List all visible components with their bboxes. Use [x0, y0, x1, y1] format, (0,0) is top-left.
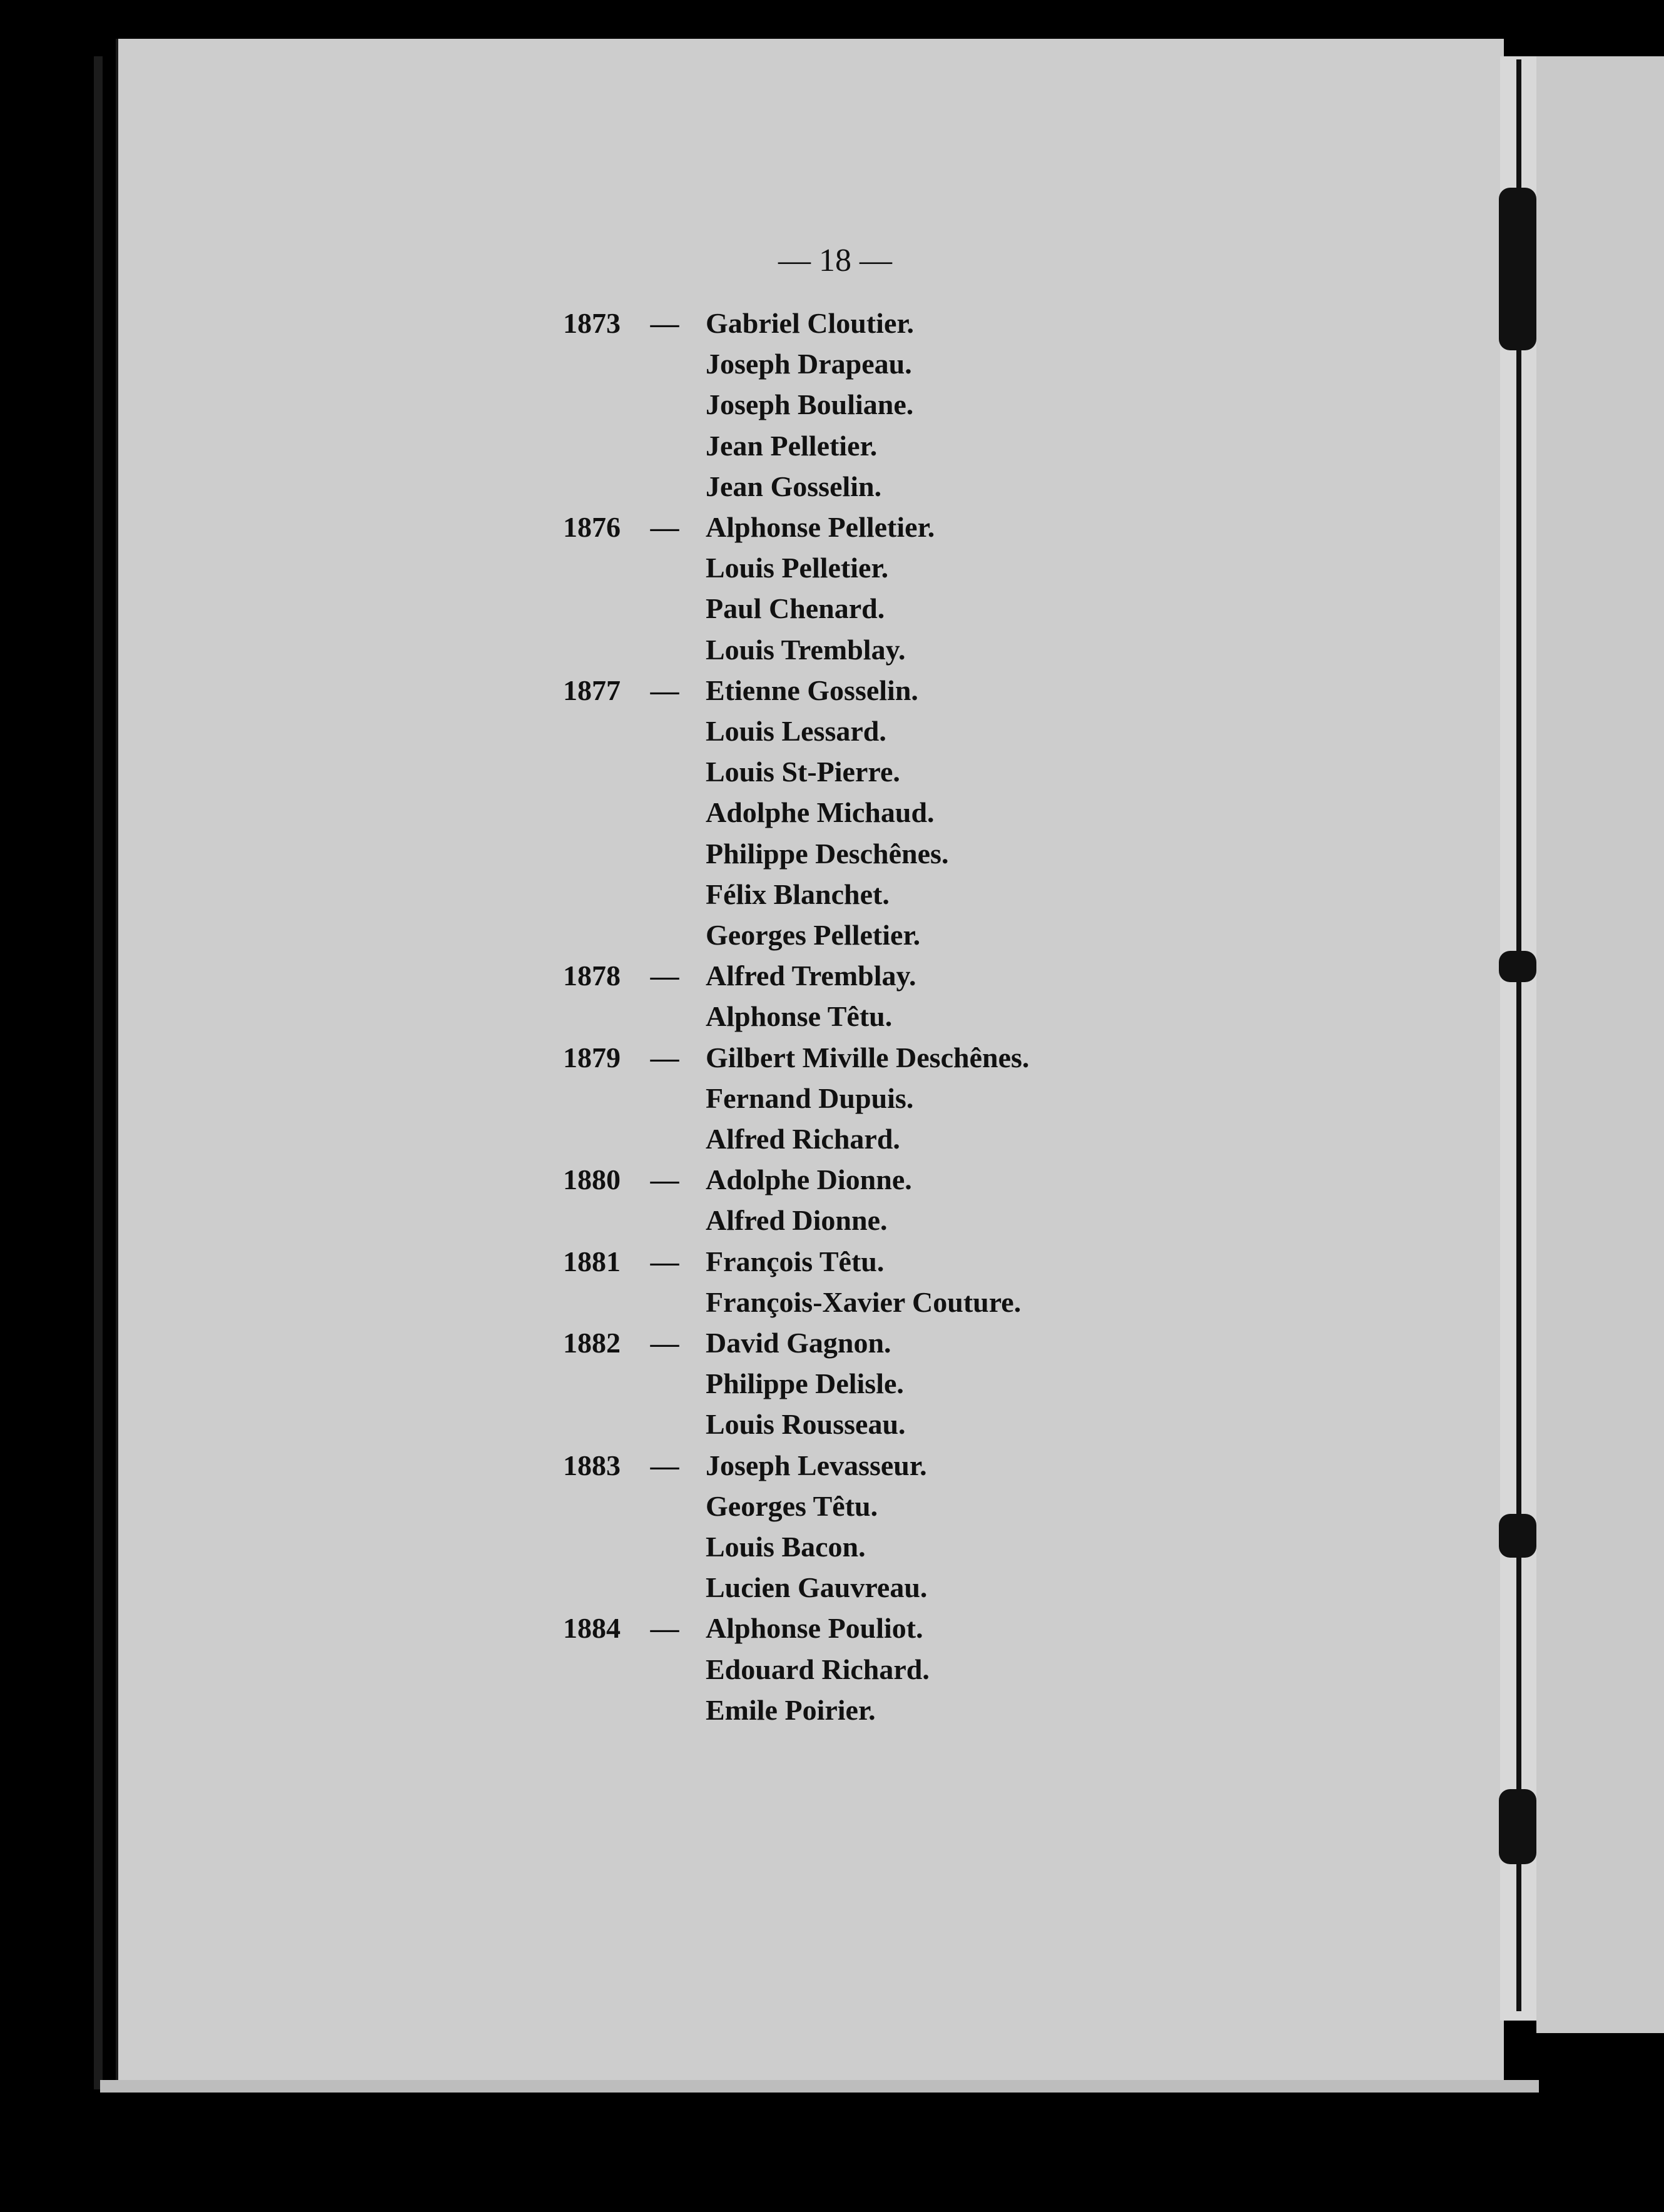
- graduate-name: Philippe Deschênes.: [706, 837, 949, 870]
- graduate-name: Emile Poirier.: [706, 1693, 876, 1726]
- page-number: — 18 —: [778, 243, 892, 278]
- em-dash: —: [650, 1245, 679, 1277]
- year-label: 1880: [563, 1164, 621, 1196]
- graduate-name: François Têtu.: [706, 1245, 885, 1277]
- year-label: 1884: [563, 1612, 621, 1645]
- graduate-name: Georges Têtu.: [706, 1489, 878, 1522]
- graduate-name: Félix Blanchet.: [706, 878, 890, 910]
- graduate-name: Lucien Gauvreau.: [706, 1571, 928, 1604]
- graduate-name: Louis Tremblay.: [706, 633, 906, 666]
- graduate-name: Adolphe Dionne.: [706, 1164, 912, 1196]
- em-dash: —: [650, 307, 679, 339]
- em-dash: —: [650, 511, 679, 543]
- graduate-name: Alphonse Têtu.: [706, 1000, 893, 1033]
- graduate-name: Louis Lessard.: [706, 715, 886, 747]
- graduate-name: Louis St-Pierre.: [706, 756, 900, 788]
- graduate-name: Gabriel Cloutier.: [706, 307, 915, 339]
- year-label: 1881: [563, 1245, 621, 1277]
- year-label: 1877: [563, 674, 621, 706]
- em-dash: —: [650, 674, 679, 706]
- graduate-name: Alphonse Pouliot.: [706, 1612, 923, 1645]
- graduate-name: François-Xavier Couture.: [706, 1286, 1022, 1318]
- graduate-name: Gilbert Miville Deschênes.: [706, 1041, 1030, 1073]
- year-label: 1873: [563, 307, 621, 339]
- graduate-name: Alfred Tremblay.: [706, 960, 916, 992]
- graduate-name: Fernand Dupuis.: [706, 1082, 914, 1114]
- graduate-name: Georges Pelletier.: [706, 919, 921, 951]
- graduate-name: Paul Chenard.: [706, 592, 885, 625]
- graduate-name: Louis Pelletier.: [706, 552, 889, 584]
- em-dash: —: [650, 960, 679, 992]
- graduate-name: Adolphe Michaud.: [706, 796, 935, 829]
- em-dash: —: [650, 1612, 679, 1645]
- graduate-name: Joseph Levasseur.: [706, 1449, 927, 1481]
- graduate-name: Louis Bacon.: [706, 1531, 866, 1563]
- year-label: 1883: [563, 1449, 621, 1481]
- year-label: 1878: [563, 960, 621, 992]
- em-dash: —: [650, 1449, 679, 1481]
- graduate-name: Jean Gosselin.: [706, 470, 882, 502]
- graduate-name: Alphonse Pelletier.: [706, 511, 935, 543]
- year-label: 1879: [563, 1041, 621, 1073]
- graduate-name: Joseph Bouliane.: [706, 388, 914, 421]
- em-dash: —: [650, 1327, 679, 1359]
- graduate-name: Jean Pelletier.: [706, 429, 878, 462]
- graduate-name: Louis Rousseau.: [706, 1408, 906, 1441]
- em-dash: —: [650, 1164, 679, 1196]
- year-label: 1882: [563, 1327, 621, 1359]
- em-dash: —: [650, 1041, 679, 1073]
- graduate-name: Alfred Richard.: [706, 1123, 900, 1155]
- graduate-name: Edouard Richard.: [706, 1653, 930, 1685]
- graduate-name: Alfred Dionne.: [706, 1204, 888, 1237]
- graduate-name: David Gagnon.: [706, 1327, 891, 1359]
- year-label: 1876: [563, 511, 621, 543]
- graduate-name: Philippe Delisle.: [706, 1367, 904, 1400]
- graduate-name: Etienne Gosselin.: [706, 674, 918, 706]
- graduate-name: Joseph Drapeau.: [706, 348, 912, 380]
